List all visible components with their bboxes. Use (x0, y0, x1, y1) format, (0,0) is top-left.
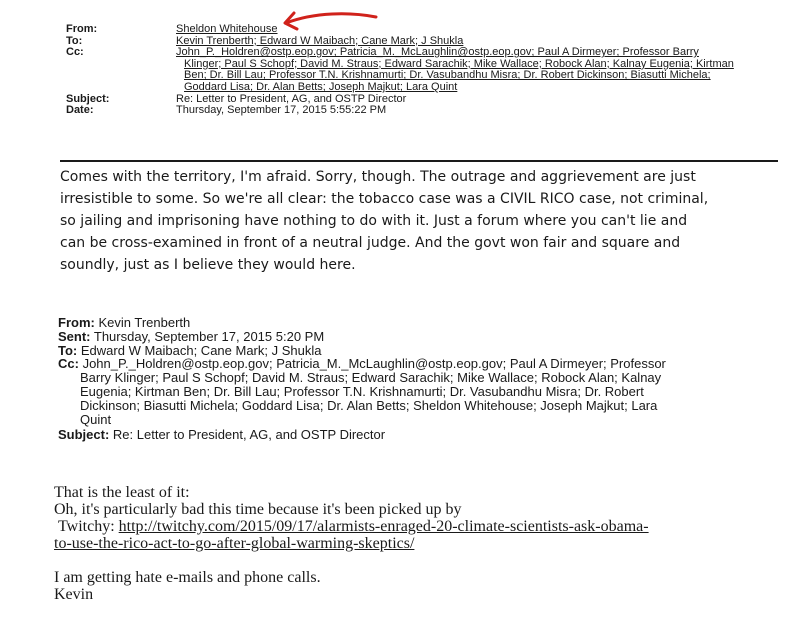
fwd-sent-label: Sent: (58, 328, 91, 344)
fwd-from-value: Kevin Trenberth (98, 315, 191, 330)
from-label: From: (66, 23, 98, 35)
fwd-subject-label: Subject: (58, 427, 110, 443)
fwd-cc-line: Eugenia; Kirtman Ben; Dr. Bill Lau; Professor T.N. Krishnamurti; Dr. Vasubandhu Misra; Dr. Robert (80, 383, 644, 399)
body-link-row (54, 518, 754, 535)
body-link-row (54, 535, 754, 552)
body-line-prefix: Twitchy: (58, 518, 119, 535)
reply-line: soundly, just as I believe they would here. (60, 257, 356, 273)
body-line: Oh, it's particularly bad this time because it's been picked up by (54, 501, 462, 518)
fwd-sent-row (58, 330, 748, 344)
fwd-cc-line: Quint (80, 411, 112, 427)
email-header (66, 24, 746, 117)
spacer (54, 552, 754, 569)
fwd-cc-line: Barry Klinger; Paul S Schopf; David M. Straus; Edward Sarachik; Mike Wallace; Robock Alan; Kalnay (80, 370, 662, 386)
cc-row (66, 47, 746, 93)
cc-value[interactable] (176, 47, 746, 93)
fwd-cc-line: Dickinson; Biasutti Michela; Goddard Lisa; Dr. Alan Betts; Sheldon Whitehouse; Joseph Majkut; Lara (80, 397, 658, 413)
fwd-cc-label: Cc: (58, 356, 79, 372)
fwd-subject-value: Re: Letter to President, AG, and OSTP Director (112, 427, 386, 443)
cc-label: Cc: (66, 46, 84, 59)
date-value: Thursday, September 17, 2015 5:55:22 PM (176, 104, 387, 117)
signoff: Kevin (54, 586, 94, 603)
reply-line: can be cross-examined in front of a neutral judge. And the govt won fair and square and (60, 235, 681, 251)
from-value[interactable]: Sheldon Whitehouse (176, 23, 278, 35)
date-label: Date: (66, 104, 94, 117)
fwd-cc-continuation (58, 371, 748, 426)
to-label: To: (66, 34, 83, 47)
to-value[interactable]: Kevin Trenberth; Edward W Maibach; Cane Mark; J Shukla (176, 34, 464, 47)
reply-body (60, 166, 778, 276)
body-line: That is the least of it: (54, 484, 190, 501)
subject-row (66, 94, 746, 106)
twitchy-link-cont[interactable]: to-use-the-rico-act-to-go-after-global-warming-skeptics/ (54, 535, 415, 552)
reply-line: irresistible to some. So we're all clear: the tobacco case was a CIVIL RICO case, not criminal, (60, 191, 709, 207)
reply-line: Comes with the territory, I'm afraid. Sorry, though. The outrage and aggrievement are just (60, 169, 696, 185)
fwd-from-row (58, 316, 748, 330)
fwd-to-value: Edward W Maibach; Cane Mark; J Shukla (80, 342, 322, 358)
cc-line[interactable]: Klinger; Paul S Schopf; David M. Straus; Edward Sarachik; Mike Wallace; Robock Alan; Kalnay Eugenia; Kirtman (184, 57, 734, 70)
fwd-to-label: To: (58, 342, 78, 358)
subject-value: Re: Letter to President, AG, and OSTP Director (176, 92, 407, 105)
cc-line[interactable]: Ben; Dr. Bill Lau; Professor T.N. Krishnamurti; Dr. Vasubandhu Misra; Dr. Robert Dickinson; Biasutti Michela; (184, 69, 711, 82)
cc-line[interactable]: John_P._Holdren@ostp.eop.gov; Patricia_M._McLaughlin@ostp.eop.gov; Paul A Dirmeyer; Professor Barry (176, 46, 699, 59)
forwarded-body (54, 484, 754, 603)
fwd-to-row (58, 344, 748, 358)
reply-line: so jailing and imprisoning have nothing to do with it. Just a forum where you can't lie and (60, 213, 688, 229)
fwd-cc-first: John_P._Holdren@ostp.eop.gov; Patricia_M._McLaughlin@ostp.eop.gov; Paul A Dirmeyer; Professor (82, 356, 666, 372)
twitchy-link[interactable]: http://twitchy.com/2015/09/17/alarmists-enraged-20-climate-scientists-ask-obama- (118, 518, 649, 535)
fwd-cc-row (58, 357, 748, 371)
fwd-from-label: From: (58, 315, 95, 330)
date-row (66, 105, 746, 117)
fwd-sent-value: Thursday, September 17, 2015 5:20 PM (93, 328, 325, 344)
cc-line[interactable]: Goddard Lisa; Dr. Alan Betts; Joseph Majkut; Lara Quint (184, 80, 458, 93)
from-row (66, 24, 746, 36)
subject-label: Subject: (66, 92, 110, 105)
forwarded-header (58, 316, 748, 442)
fwd-subject-row (58, 428, 748, 442)
divider (60, 160, 778, 162)
body-line: I am getting hate e-mails and phone calls. (54, 569, 321, 586)
red-arrow-icon (280, 8, 380, 34)
